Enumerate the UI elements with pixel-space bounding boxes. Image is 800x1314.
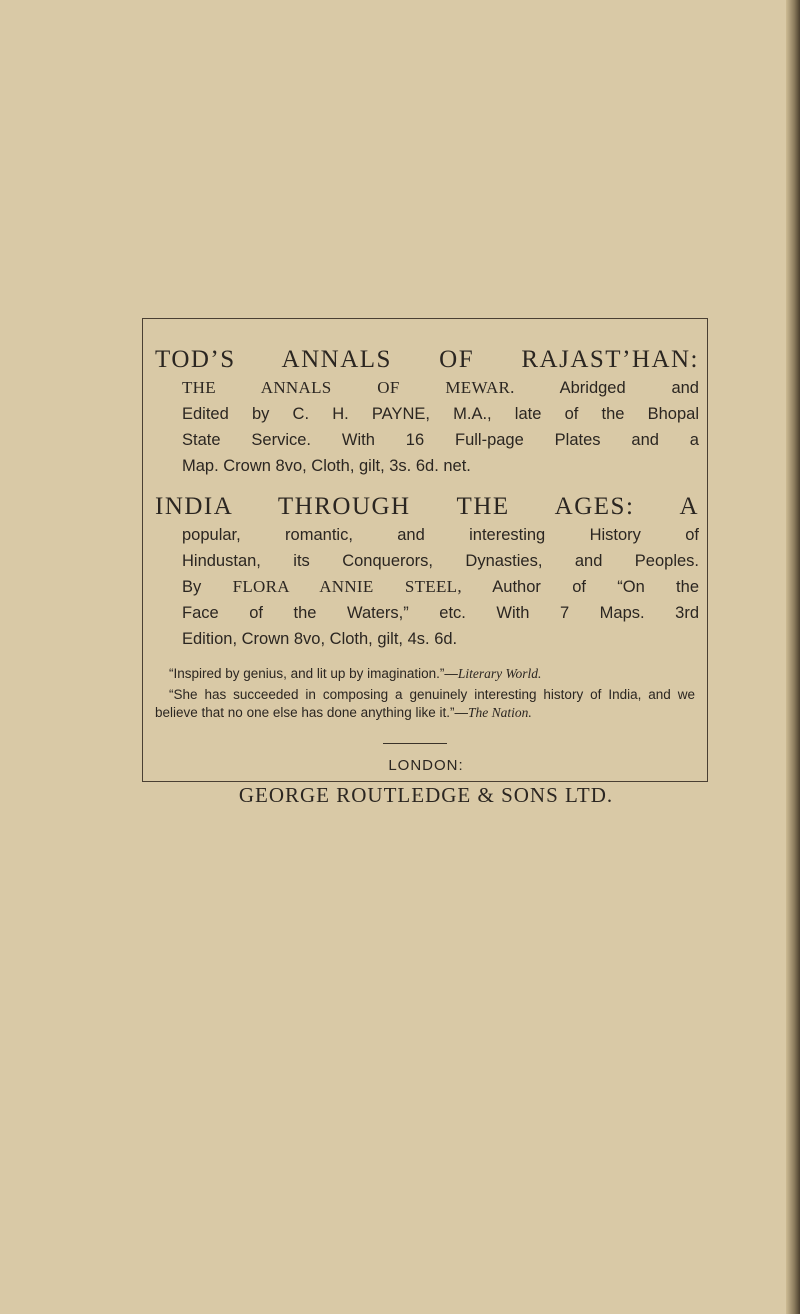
book-author-line: By FLORA ANNIE STEEL, Author of “On the [182, 577, 699, 596]
book-description-line: Edited by C. H. PAYNE, M.A., late of the Bhopal [182, 405, 699, 423]
book-author: FLORA ANNIE STEEL, [232, 577, 462, 596]
imprint-city: LONDON: [388, 757, 464, 774]
imprint-publisher: GEORGE ROUTLEDGE & SONS LTD. [238, 783, 614, 807]
book-price-line: Map. Crown 8vo, Cloth, gilt, 3s. 6d. net. [182, 457, 471, 475]
book-subtitle: THE ANNALS OF MEWAR. [182, 378, 515, 397]
page-edge-shadow [786, 0, 800, 1314]
book-description-line: Hindustan, its Conquerors, Dynasties, and Peoples. [182, 552, 699, 570]
book-title-india-through-the-ages: INDIA THROUGH THE AGES: A [155, 493, 699, 520]
book-title-tods-annals: TOD’S ANNALS OF RAJAST’HAN: [155, 346, 699, 373]
press-reviews [155, 665, 695, 725]
book-description: THE ANNALS OF MEWAR. Abridged and [182, 378, 699, 397]
book-description-line: Face of the Waters,” etc. With 7 Maps. 3rd [182, 604, 699, 622]
book-price-line: Edition, Crown 8vo, Cloth, gilt, 4s. 6d. [182, 630, 458, 648]
book-entry-tods-annals [155, 345, 699, 479]
publisher-imprint [143, 755, 709, 809]
book-entry-india-through-the-ages [155, 492, 699, 652]
review-source: Literary World. [457, 666, 542, 681]
review-quote: “She has succeeded in composing a genuinely interesting history of India, and we believe that no one else has done anything like it.”—The Nation. [155, 687, 695, 720]
book-description-line: State Service. With 16 Full-page Plates and a [182, 431, 699, 449]
divider-rule [383, 743, 447, 744]
review-quote: “Inspired by genius, and lit up by imagination.”—Literary World. [169, 666, 542, 681]
review-source: The Nation. [467, 705, 532, 720]
book-description-line: popular, romantic, and interesting History of [182, 526, 699, 544]
publisher-advertisement-box [142, 318, 708, 807]
